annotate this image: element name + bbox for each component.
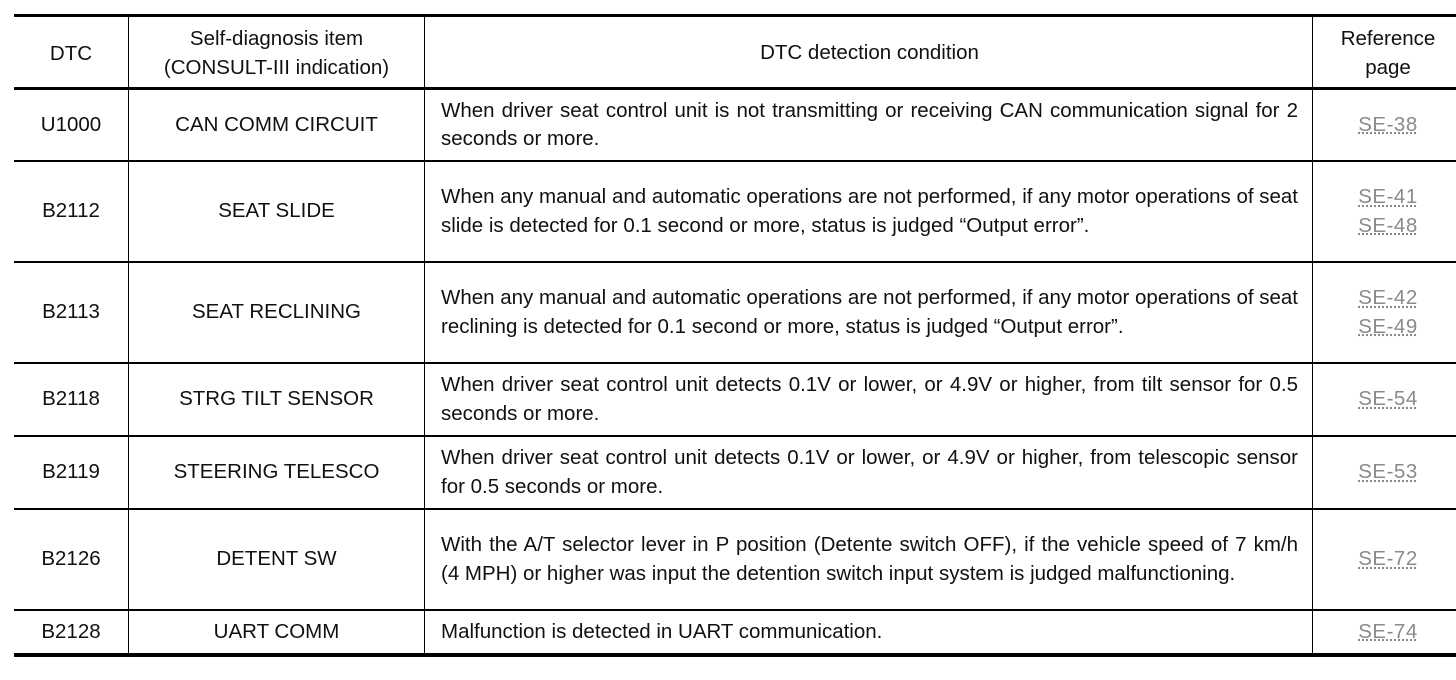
dtc-table [14,14,1456,657]
reference-cell [1313,262,1456,363]
reference-cell [1313,436,1456,509]
table-row [14,610,1456,655]
reference-link[interactable]: SE-38 [1358,112,1418,136]
reference-cell [1313,509,1456,610]
detection-condition: When driver seat control unit detects 0.1V or lower, or 4.9V or higher, from tilt sensor for 0.5 seconds or more. [425,363,1313,436]
reference-link[interactable]: SE-48 [1358,213,1418,237]
detection-condition: When any manual and automatic operations are not performed, if any motor operations of seat slide is detected for 0.1 second or more, status is judged “Output error”. [425,161,1313,262]
diagnosis-item: CAN COMM CIRCUIT [129,89,425,162]
detection-condition: When driver seat control unit detects 0.1V or lower, or 4.9V or higher, from telescopic sensor for 0.5 seconds or more. [425,436,1313,509]
reference-link[interactable]: SE-49 [1358,314,1418,338]
header-item-line1: Self-diagnosis item [189,27,364,50]
header-dtc: DTC [14,16,129,89]
header-ref-line1: Reference [1340,27,1436,50]
dtc-code: B2118 [14,363,129,436]
detection-condition: When any manual and automatic operations are not performed, if any motor operations of seat reclining is detected for 0.1 second or more, status is judged “Output error”. [425,262,1313,363]
reference-cell [1313,363,1456,436]
table-row [14,161,1456,262]
dtc-code: B2126 [14,509,129,610]
header-reference-page [1313,16,1456,89]
reference-link[interactable]: SE-74 [1358,619,1418,643]
detection-condition: With the A/T selector lever in P position (Detente switch OFF), if the vehicle speed of 7 km/h (4 MPH) or higher was input the detention switch input system is judged malfunctioning. [425,509,1313,610]
reference-link[interactable]: SE-54 [1358,387,1418,411]
table-row [14,436,1456,509]
table-row [14,363,1456,436]
table-row [14,509,1456,610]
table-row [14,89,1456,162]
diagnosis-item: STEERING TELESCO [129,436,425,509]
dtc-code: B2119 [14,436,129,509]
header-detection-condition: DTC detection condition [425,16,1313,89]
reference-link[interactable]: SE-72 [1358,547,1418,571]
table-row [14,262,1456,363]
dtc-code: B2128 [14,610,129,655]
diagnosis-item: UART COMM [129,610,425,655]
header-ref-line2: page [1365,56,1411,79]
dtc-code: U1000 [14,89,129,162]
reference-link[interactable]: SE-42 [1358,286,1418,309]
dtc-code: B2113 [14,262,129,363]
dtc-code: B2112 [14,161,129,262]
diagnosis-item: SEAT RECLINING [129,262,425,363]
diagnosis-item: DETENT SW [129,509,425,610]
header-row [14,16,1456,89]
diagnosis-item: SEAT SLIDE [129,161,425,262]
reference-link[interactable]: SE-53 [1358,460,1418,484]
reference-cell [1313,610,1456,655]
reference-link[interactable]: SE-41 [1358,185,1418,208]
diagnosis-item: STRG TILT SENSOR [129,363,425,436]
reference-cell [1313,89,1456,162]
header-self-diagnosis-item [129,16,425,89]
header-item-line2: (CONSULT-III indication) [163,56,390,79]
detection-condition: Malfunction is detected in UART communication. [425,610,1313,655]
detection-condition: When driver seat control unit is not transmitting or receiving CAN communication signal for 2 seconds or more. [425,89,1313,162]
reference-cell [1313,161,1456,262]
